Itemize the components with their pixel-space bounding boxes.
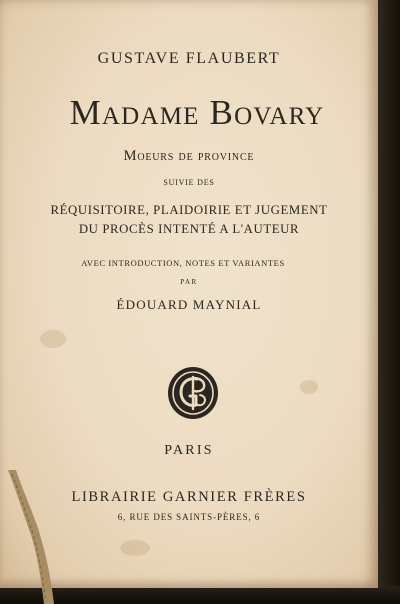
publisher-address: 6, RUE DES SAINTS-PÈRES, 6 <box>117 512 261 522</box>
ribbon-bookmark-icon <box>0 470 60 604</box>
page-stack-edge <box>0 586 400 604</box>
book-subtitle: Moeurs de province <box>123 148 255 164</box>
publication-city: PARIS <box>164 443 214 458</box>
author-name: GUSTAVE FLAUBERT <box>97 50 281 67</box>
editor-name: ÉDOUARD MAYNIAL <box>116 297 262 312</box>
paper-stain <box>40 330 66 348</box>
by-line: PAR <box>180 278 198 286</box>
book-title: Madame Bovary <box>69 93 325 132</box>
paper-stain <box>120 540 150 556</box>
introduction-line: AVEC INTRODUCTION, NOTES ET VARIANTES <box>81 258 285 268</box>
trial-line-2: DU PROCÈS INTENTÉ A L'AUTEUR <box>78 222 300 236</box>
trial-line-1: RÉQUISITOIRE, PLAIDOIRIE ET JUGEMENT <box>50 203 328 217</box>
paper-stain <box>300 380 318 394</box>
followed-by-line: SUIVIE DES <box>163 178 215 187</box>
publisher-monogram-icon <box>166 365 220 421</box>
publisher-name: LIBRAIRIE GARNIER FRÈRES <box>71 489 307 505</box>
